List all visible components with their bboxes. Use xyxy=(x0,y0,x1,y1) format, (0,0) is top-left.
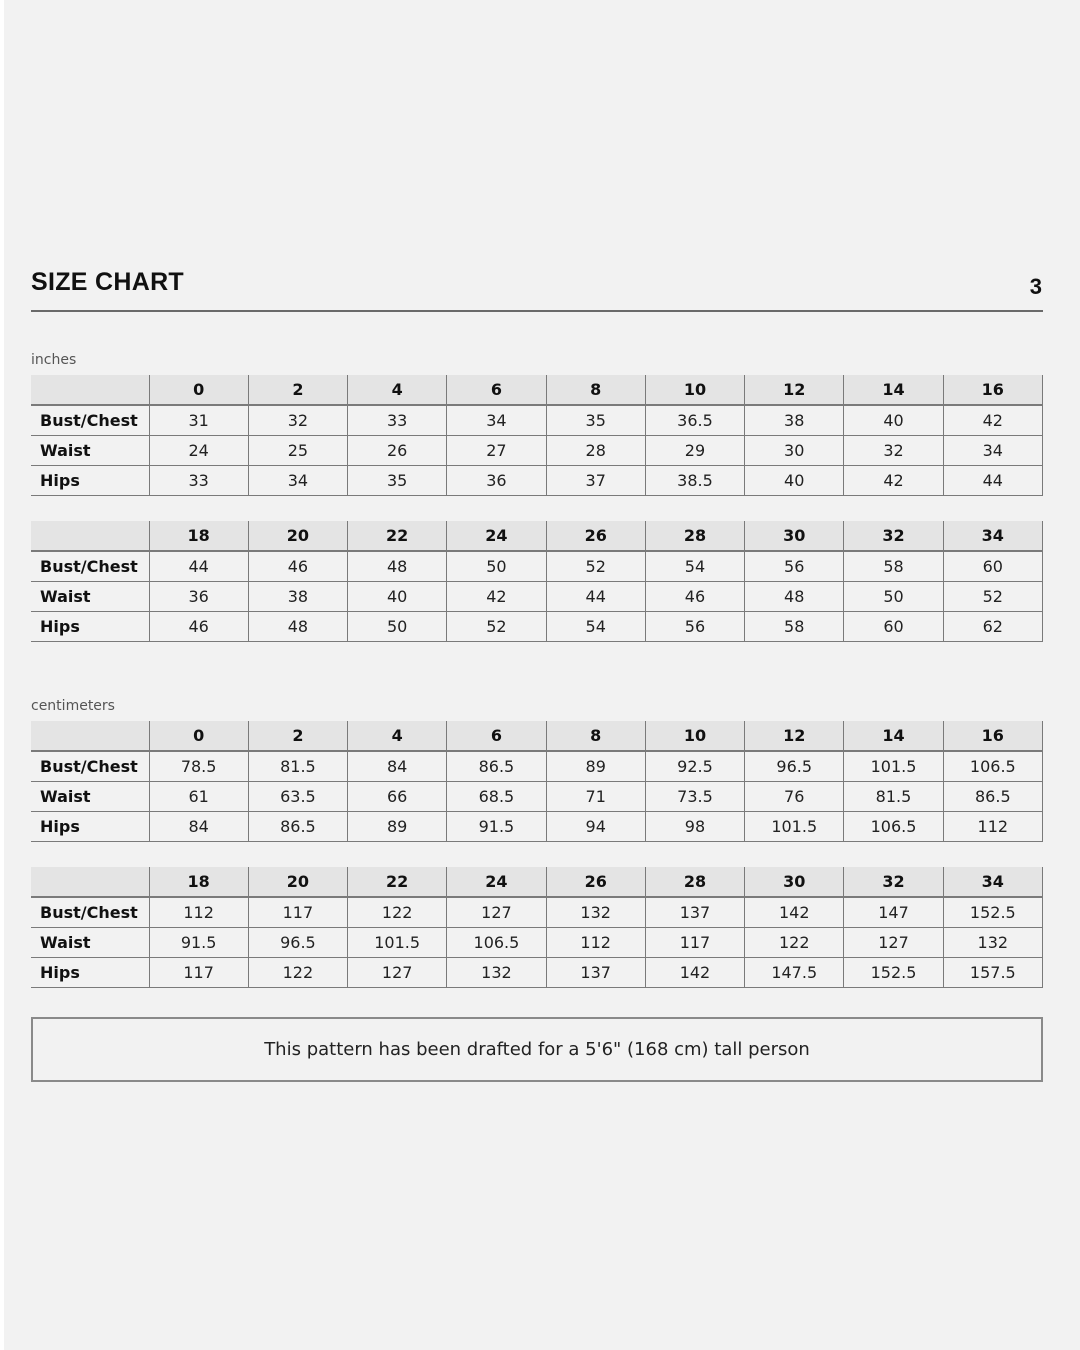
measurement-label: Hips xyxy=(31,958,149,988)
measurement-row xyxy=(31,405,1043,436)
measurement-value: 157.5 xyxy=(943,958,1042,988)
measurement-value: 73.5 xyxy=(645,782,744,812)
measurement-value: 112 xyxy=(943,812,1042,842)
measurement-value: 122 xyxy=(248,958,347,988)
measurement-value: 112 xyxy=(546,928,645,958)
size-header-cell: 10 xyxy=(645,721,744,751)
size-header-cell: 26 xyxy=(546,867,645,897)
size-header-cell: 30 xyxy=(745,867,844,897)
measurement-row xyxy=(31,466,1043,496)
measurement-value: 50 xyxy=(447,551,546,582)
measurement-value: 91.5 xyxy=(447,812,546,842)
measurement-row xyxy=(31,928,1043,958)
size-header-row xyxy=(31,521,1043,551)
measurement-value: 147.5 xyxy=(745,958,844,988)
measurement-value: 61 xyxy=(149,782,248,812)
size-table-centimeters-2 xyxy=(31,867,1043,988)
corner-cell xyxy=(31,721,149,751)
height-note-box xyxy=(31,1017,1043,1082)
measurement-label: Bust/Chest xyxy=(31,751,149,782)
title-divider xyxy=(31,310,1043,312)
size-header-cell: 16 xyxy=(943,375,1042,405)
measurement-value: 132 xyxy=(943,928,1042,958)
size-header-cell: 6 xyxy=(447,721,546,751)
measurement-value: 152.5 xyxy=(844,958,943,988)
measurement-value: 44 xyxy=(943,466,1042,496)
measurement-value: 50 xyxy=(844,582,943,612)
measurement-value: 94 xyxy=(546,812,645,842)
measurement-label: Hips xyxy=(31,466,149,496)
measurement-value: 34 xyxy=(447,405,546,436)
size-header-cell: 30 xyxy=(745,521,844,551)
measurement-value: 33 xyxy=(348,405,447,436)
size-header-cell: 22 xyxy=(348,521,447,551)
height-note-text: This pattern has been drafted for a 5'6" (168 cm) tall person xyxy=(264,1039,810,1060)
size-header-cell: 20 xyxy=(248,867,347,897)
size-header-cell: 4 xyxy=(348,721,447,751)
measurement-value: 56 xyxy=(645,612,744,642)
measurement-row xyxy=(31,551,1043,582)
measurement-label: Waist xyxy=(31,928,149,958)
size-header-cell: 28 xyxy=(645,521,744,551)
size-chart-page xyxy=(4,0,1080,1350)
measurement-value: 137 xyxy=(546,958,645,988)
measurement-row xyxy=(31,897,1043,928)
measurement-value: 142 xyxy=(645,958,744,988)
measurement-value: 89 xyxy=(546,751,645,782)
measurement-value: 54 xyxy=(546,612,645,642)
measurement-value: 137 xyxy=(645,897,744,928)
measurement-value: 40 xyxy=(844,405,943,436)
measurement-value: 48 xyxy=(745,582,844,612)
measurement-value: 29 xyxy=(645,436,744,466)
measurement-value: 50 xyxy=(348,612,447,642)
measurement-value: 84 xyxy=(149,812,248,842)
measurement-value: 60 xyxy=(844,612,943,642)
size-header-cell: 22 xyxy=(348,867,447,897)
corner-cell xyxy=(31,867,149,897)
measurement-value: 40 xyxy=(745,466,844,496)
measurement-value: 127 xyxy=(447,897,546,928)
measurement-value: 52 xyxy=(943,582,1042,612)
measurement-value: 58 xyxy=(745,612,844,642)
measurement-value: 106.5 xyxy=(447,928,546,958)
measurement-value: 68.5 xyxy=(447,782,546,812)
size-header-cell: 16 xyxy=(943,721,1042,751)
measurement-value: 101.5 xyxy=(745,812,844,842)
measurement-value: 34 xyxy=(248,466,347,496)
measurement-value: 42 xyxy=(447,582,546,612)
measurement-row xyxy=(31,958,1043,988)
size-header-cell: 26 xyxy=(546,521,645,551)
measurement-row xyxy=(31,436,1043,466)
size-header-cell: 8 xyxy=(546,721,645,751)
size-header-cell: 6 xyxy=(447,375,546,405)
measurement-value: 52 xyxy=(546,551,645,582)
page-number: 3 xyxy=(1029,274,1042,299)
measurement-value: 46 xyxy=(149,612,248,642)
measurement-value: 42 xyxy=(943,405,1042,436)
measurement-value: 31 xyxy=(149,405,248,436)
measurement-label: Bust/Chest xyxy=(31,551,149,582)
size-header-cell: 24 xyxy=(447,867,546,897)
size-header-cell: 10 xyxy=(645,375,744,405)
measurement-value: 92.5 xyxy=(645,751,744,782)
measurement-value: 106.5 xyxy=(844,812,943,842)
measurement-value: 78.5 xyxy=(149,751,248,782)
measurement-value: 32 xyxy=(844,436,943,466)
measurement-value: 54 xyxy=(645,551,744,582)
measurement-value: 106.5 xyxy=(943,751,1042,782)
measurement-value: 101.5 xyxy=(348,928,447,958)
size-header-cell: 32 xyxy=(844,867,943,897)
size-header-cell: 12 xyxy=(745,375,844,405)
size-header-cell: 0 xyxy=(149,375,248,405)
measurement-value: 76 xyxy=(745,782,844,812)
measurement-value: 46 xyxy=(645,582,744,612)
measurement-value: 89 xyxy=(348,812,447,842)
measurement-value: 48 xyxy=(248,612,347,642)
measurement-value: 86.5 xyxy=(943,782,1042,812)
measurement-value: 35 xyxy=(546,405,645,436)
size-header-cell: 14 xyxy=(844,721,943,751)
measurement-value: 96.5 xyxy=(745,751,844,782)
measurement-value: 38 xyxy=(248,582,347,612)
measurement-value: 117 xyxy=(645,928,744,958)
size-header-cell: 32 xyxy=(844,521,943,551)
measurement-value: 81.5 xyxy=(844,782,943,812)
measurement-value: 38 xyxy=(745,405,844,436)
size-header-row xyxy=(31,867,1043,897)
measurement-value: 28 xyxy=(546,436,645,466)
measurement-value: 37 xyxy=(546,466,645,496)
measurement-value: 25 xyxy=(248,436,347,466)
measurement-value: 132 xyxy=(447,958,546,988)
measurement-value: 36 xyxy=(447,466,546,496)
size-header-cell: 34 xyxy=(943,521,1042,551)
measurement-value: 101.5 xyxy=(844,751,943,782)
measurement-value: 122 xyxy=(745,928,844,958)
measurement-label: Bust/Chest xyxy=(31,405,149,436)
measurement-value: 127 xyxy=(844,928,943,958)
size-header-cell: 34 xyxy=(943,867,1042,897)
measurement-value: 46 xyxy=(248,551,347,582)
size-header-cell: 0 xyxy=(149,721,248,751)
size-header-cell: 4 xyxy=(348,375,447,405)
measurement-value: 24 xyxy=(149,436,248,466)
measurement-value: 91.5 xyxy=(149,928,248,958)
measurement-value: 112 xyxy=(149,897,248,928)
measurement-value: 127 xyxy=(348,958,447,988)
unit-label-centimeters: centimeters xyxy=(31,698,115,714)
measurement-value: 48 xyxy=(348,551,447,582)
measurement-value: 62 xyxy=(943,612,1042,642)
measurement-value: 84 xyxy=(348,751,447,782)
measurement-label: Bust/Chest xyxy=(31,897,149,928)
corner-cell xyxy=(31,521,149,551)
measurement-value: 142 xyxy=(745,897,844,928)
measurement-value: 86.5 xyxy=(447,751,546,782)
measurement-value: 42 xyxy=(844,466,943,496)
measurement-label: Hips xyxy=(31,612,149,642)
measurement-value: 52 xyxy=(447,612,546,642)
measurement-row xyxy=(31,782,1043,812)
measurement-label: Waist xyxy=(31,436,149,466)
measurement-value: 117 xyxy=(248,897,347,928)
size-header-cell: 12 xyxy=(745,721,844,751)
measurement-value: 30 xyxy=(745,436,844,466)
measurement-label: Waist xyxy=(31,582,149,612)
measurement-value: 66 xyxy=(348,782,447,812)
measurement-label: Waist xyxy=(31,782,149,812)
size-header-cell: 28 xyxy=(645,867,744,897)
size-header-cell: 18 xyxy=(149,521,248,551)
measurement-row xyxy=(31,612,1043,642)
measurement-value: 36 xyxy=(149,582,248,612)
measurement-value: 147 xyxy=(844,897,943,928)
size-header-cell: 8 xyxy=(546,375,645,405)
measurement-value: 33 xyxy=(149,466,248,496)
page-title: SIZE CHART xyxy=(31,268,184,296)
corner-cell xyxy=(31,375,149,405)
measurement-value: 38.5 xyxy=(645,466,744,496)
measurement-value: 152.5 xyxy=(943,897,1042,928)
measurement-value: 71 xyxy=(546,782,645,812)
size-table-centimeters-1 xyxy=(31,721,1043,842)
measurement-value: 56 xyxy=(745,551,844,582)
measurement-row xyxy=(31,582,1043,612)
size-table-inches-2 xyxy=(31,521,1043,642)
size-header-cell: 24 xyxy=(447,521,546,551)
measurement-value: 44 xyxy=(149,551,248,582)
measurement-value: 26 xyxy=(348,436,447,466)
size-header-cell: 18 xyxy=(149,867,248,897)
measurement-value: 34 xyxy=(943,436,1042,466)
size-header-row xyxy=(31,375,1043,405)
measurement-value: 117 xyxy=(149,958,248,988)
measurement-row xyxy=(31,751,1043,782)
size-header-row xyxy=(31,721,1043,751)
measurement-row xyxy=(31,812,1043,842)
measurement-value: 27 xyxy=(447,436,546,466)
size-table-inches-1 xyxy=(31,375,1043,496)
measurement-value: 58 xyxy=(844,551,943,582)
measurement-value: 44 xyxy=(546,582,645,612)
measurement-value: 96.5 xyxy=(248,928,347,958)
measurement-value: 81.5 xyxy=(248,751,347,782)
measurement-value: 86.5 xyxy=(248,812,347,842)
measurement-value: 98 xyxy=(645,812,744,842)
measurement-value: 35 xyxy=(348,466,447,496)
measurement-value: 32 xyxy=(248,405,347,436)
size-header-cell: 20 xyxy=(248,521,347,551)
measurement-value: 40 xyxy=(348,582,447,612)
measurement-value: 132 xyxy=(546,897,645,928)
size-header-cell: 14 xyxy=(844,375,943,405)
measurement-label: Hips xyxy=(31,812,149,842)
measurement-value: 36.5 xyxy=(645,405,744,436)
measurement-value: 60 xyxy=(943,551,1042,582)
size-header-cell: 2 xyxy=(248,721,347,751)
size-header-cell: 2 xyxy=(248,375,347,405)
measurement-value: 122 xyxy=(348,897,447,928)
unit-label-inches: inches xyxy=(31,352,77,368)
measurement-value: 63.5 xyxy=(248,782,347,812)
